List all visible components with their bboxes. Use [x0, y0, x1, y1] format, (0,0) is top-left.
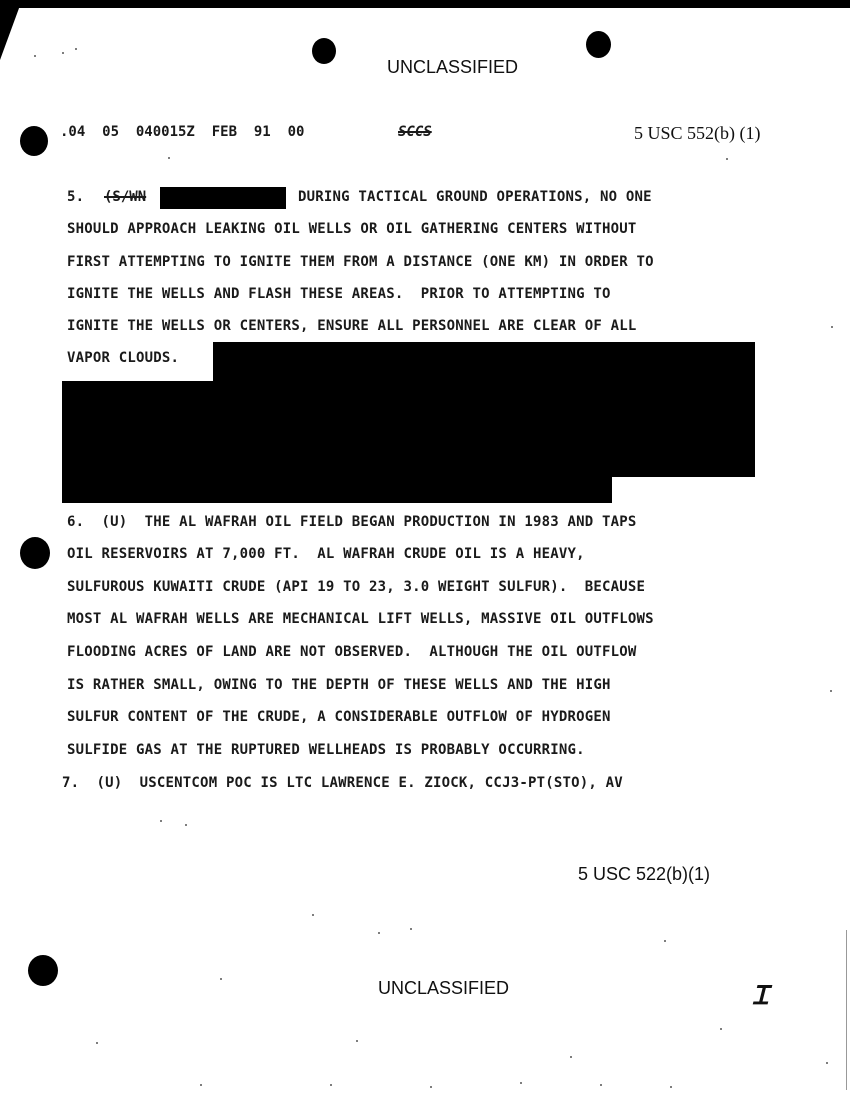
paragraph-5-line-6: VAPOR CLOUDS. [67, 350, 180, 366]
scan-speck [826, 1062, 828, 1064]
scan-speck [378, 932, 380, 934]
scan-speck [75, 48, 77, 50]
punch-hole-top-center [312, 38, 336, 64]
scan-speck [62, 52, 64, 54]
punch-hole-left-middle [20, 537, 50, 569]
scan-speck [96, 1042, 98, 1044]
paragraph-6-line-5: FLOODING ACRES OF LAND ARE NOT OBSERVED. ALTHOUGH THE OIL OUTFLOW [67, 644, 637, 660]
scan-speck [160, 820, 162, 822]
scan-speck [430, 1086, 432, 1088]
redaction-block-upper [213, 342, 755, 382]
paragraph-6-line-7: SULFUR CONTENT OF THE CRUDE, A CONSIDERABLE OUTFLOW OF HYDROGEN [67, 709, 611, 725]
scan-speck [410, 928, 412, 930]
paragraph-6-line-8: SULFIDE GAS AT THE RUPTURED WELLHEADS IS PROBABLY OCCURRING. [67, 742, 585, 758]
scan-speck [185, 824, 187, 826]
scan-speck [670, 1086, 672, 1088]
scan-right-edge [846, 930, 847, 1090]
scan-top-edge [0, 0, 850, 8]
paragraph-5-number: 5. [67, 189, 85, 205]
dtg-line: .04 05 040015Z FEB 91 00 [60, 124, 305, 140]
scan-speck [220, 978, 222, 980]
scan-speck [312, 914, 314, 916]
redaction-block-lower [62, 476, 612, 503]
classification-banner-top: UNCLASSIFIED [387, 57, 519, 77]
scan-speck [520, 1082, 522, 1084]
paragraph-6-line-2: OIL RESERVOIRS AT 7,000 FT. AL WAFRAH CRUDE OIL IS A HEAVY, [67, 546, 585, 562]
scan-speck [720, 1028, 722, 1030]
paragraph-5-line-5: IGNITE THE WELLS OR CENTERS, ENSURE ALL PERSONNEL ARE CLEAR OF ALL [67, 318, 637, 334]
punch-hole-top-right [586, 31, 611, 58]
scan-speck [168, 157, 170, 159]
redaction-block-middle [62, 381, 755, 477]
scan-speck [570, 1056, 572, 1058]
exemption-citation-bottom: 5 USC 522(b)(1) [578, 864, 711, 884]
struck-classification-marking: SCCS [398, 124, 432, 140]
paragraph-6-line-3: SULFUROUS KUWAITI CRUDE (API 19 TO 23, 3.0 WEIGHT SULFUR). BECAUSE [67, 579, 646, 595]
punch-hole-left-lower [28, 955, 58, 986]
paragraph-6-line-6: IS RATHER SMALL, OWING TO THE DEPTH OF THESE WELLS AND THE HIGH [67, 677, 611, 693]
scan-speck [34, 55, 36, 57]
paragraph-5-line-1: DURING TACTICAL GROUND OPERATIONS, NO ONE [298, 189, 652, 205]
paragraph-6-line-1: 6. (U) THE AL WAFRAH OIL FIELD BEGAN PRODUCTION IN 1983 AND TAPS [67, 514, 637, 530]
scan-speck [664, 940, 666, 942]
classification-banner-bottom: UNCLASSIFIED [378, 978, 510, 998]
paragraph-6-line-4: MOST AL WAFRAH WELLS ARE MECHANICAL LIFT WELLS, MASSIVE OIL OUTFLOWS [67, 611, 654, 627]
scan-speck [830, 690, 832, 692]
scan-speck [200, 1084, 202, 1086]
paragraph-5-line-4: IGNITE THE WELLS AND FLASH THESE AREAS. PRIOR TO ATTEMPTING TO [67, 286, 611, 302]
scan-speck [600, 1084, 602, 1086]
paragraph-5-struck-marking: (S/WN [104, 189, 147, 205]
scan-speck [831, 326, 833, 328]
scan-speck [330, 1084, 332, 1086]
scan-speck [356, 1040, 358, 1042]
paragraph-7-line-1: 7. (U) USCENTCOM POC IS LTC LAWRENCE E. ZIOCK, CCJ3-PT(STO), AV [62, 775, 623, 791]
paragraph-5-line-2: SHOULD APPROACH LEAKING OIL WELLS OR OIL GATHERING CENTERS WITHOUT [67, 221, 637, 237]
page-corner-mark: Ɪ [753, 981, 768, 1010]
scan-corner-mark [0, 0, 22, 60]
paragraph-5-line-3: FIRST ATTEMPTING TO IGNITE THEM FROM A DISTANCE (ONE KM) IN ORDER TO [67, 254, 654, 270]
redaction-inline-p5 [160, 187, 286, 209]
exemption-citation-top: 5 USC 552(b) (1) [634, 123, 761, 143]
punch-hole-left-upper [20, 126, 48, 156]
scan-speck [726, 158, 728, 160]
